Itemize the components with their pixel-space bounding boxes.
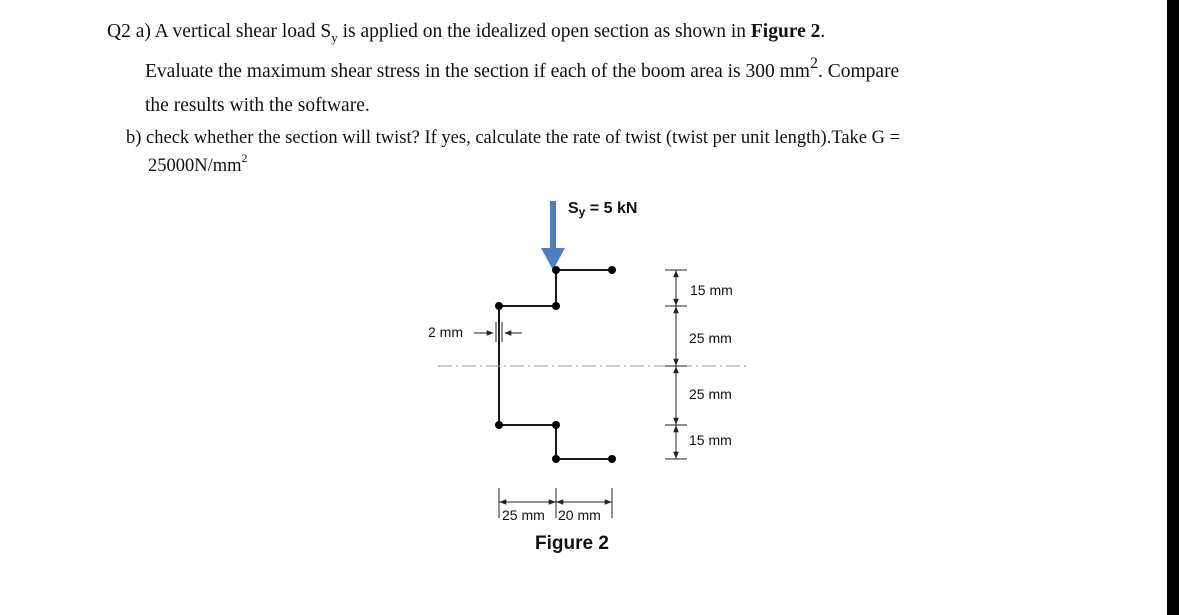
boom — [608, 455, 616, 463]
figure-reference: Figure 2 — [750, 21, 821, 42]
vertical-dimension-chain — [665, 270, 687, 459]
shear-load-arrow-head — [541, 248, 565, 270]
dimension-label: 15 mm — [689, 432, 732, 448]
question-b-line-2: $25000N/mm^2$ — [148, 150, 248, 176]
boom — [552, 455, 560, 463]
dimension-label: 20 mm — [558, 507, 601, 523]
thickness-label: 2 mm — [428, 324, 463, 340]
lower-wall — [499, 362, 612, 459]
dimension-label: 15 mm — [690, 282, 733, 298]
question-a-line-3: the results with the software. — [145, 95, 370, 116]
question-b-line-1: b) check whether the section will twist? If yes, calculate the rate of twist (twist per unit length).Take G = — [126, 128, 901, 148]
question-a-line-2: Evaluate the maximum shear stress in the section if each of the boom area is 300 $mm^2$. Compare — [145, 54, 900, 82]
shear-load-arrow-shaft — [550, 201, 556, 251]
question-a-line-1: Q2 a) A vertical shear load $S_y$ is applied on the idealized open section as shown in Figure 2. — [107, 21, 826, 45]
boom — [495, 302, 503, 310]
dimension-label: 25 mm — [502, 507, 545, 523]
shear-load-arrow — [541, 201, 565, 270]
upper-wall — [499, 270, 612, 362]
boom — [552, 421, 560, 429]
boom — [552, 266, 560, 274]
figure-caption: Figure 2 — [535, 533, 609, 554]
shear-load-label: Sy = 5 kN — [568, 200, 638, 219]
boom — [495, 421, 503, 429]
dimension-label: 25 mm — [689, 330, 732, 346]
boom — [552, 302, 560, 310]
dimension-label: 25 mm — [689, 386, 732, 402]
open-section-walls — [499, 270, 612, 459]
boom — [608, 266, 616, 274]
